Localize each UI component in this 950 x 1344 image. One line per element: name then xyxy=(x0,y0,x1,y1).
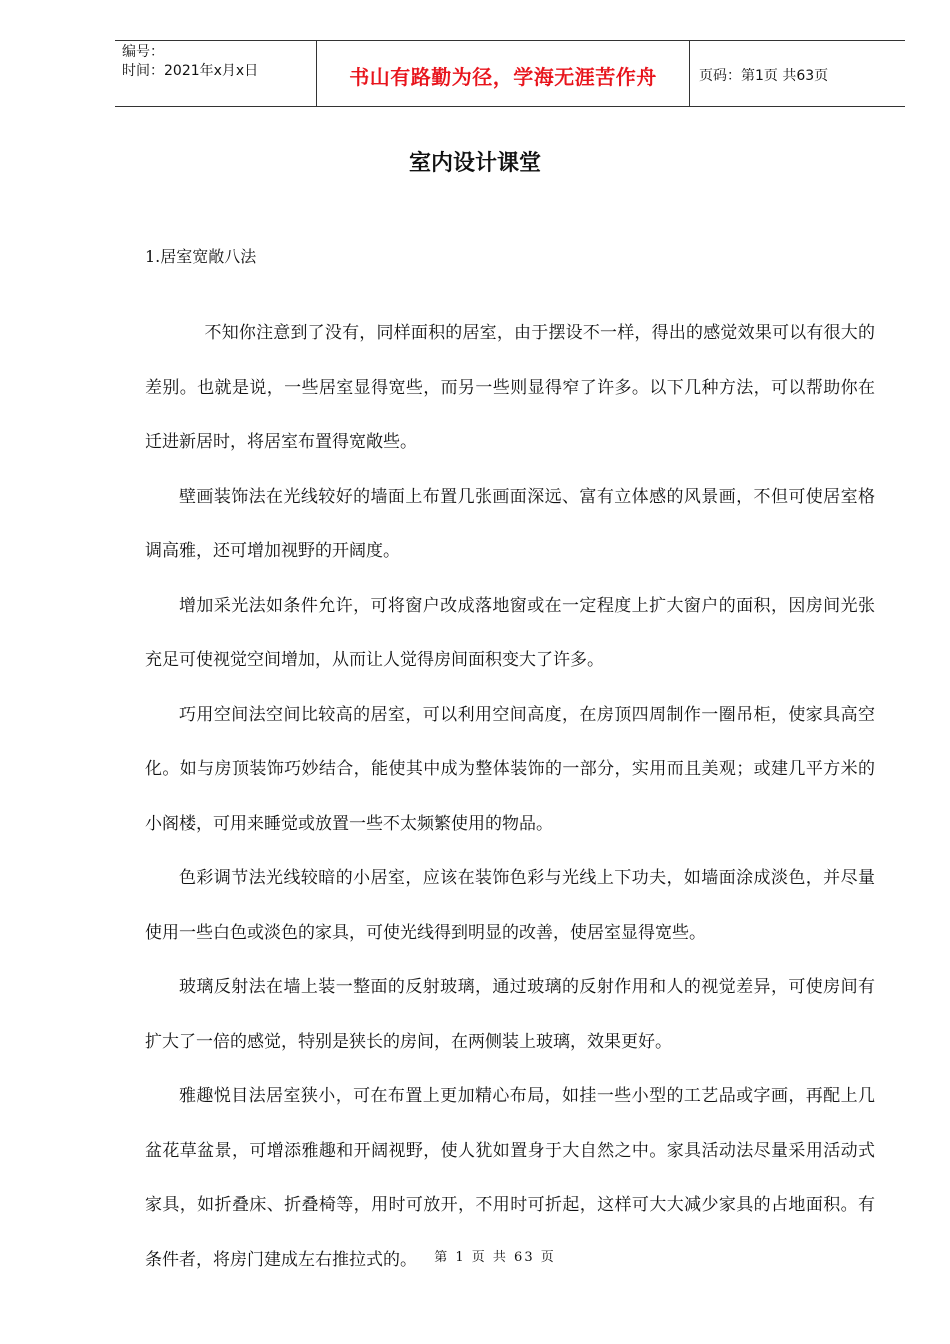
paragraph: 玻璃反射法在墙上装一整面的反射玻璃，通过玻璃的反射作用和人的视觉差异，可使房间有扩大了一倍的感觉，特别是狭长的房间，在两侧装上玻璃，效果更好。 xyxy=(145,977,875,1052)
paragraph: 壁画装饰法在光线较好的墙面上布置几张画面深远、富有立体感的风景画，不但可使居室格调高雅，还可增加视野的开阔度。 xyxy=(145,486,875,561)
page-footer: 第 1 页 共 63 页 xyxy=(434,1250,556,1265)
document-title: 室内设计课堂 xyxy=(408,151,541,176)
paragraph: 雅趣悦目法居室狭小，可在布置上更加精心布局，如挂一些小型的工艺品或字画，再配上几盆花草盆景，可增添雅趣和开阔视野，使人犹如置身于大自然之中。家具活动法尽量采用活动式家具，如折叠床、折叠椅等，用时可放开，不用时可折起，这样可大大减少家具的占地面积。有条件者，将房门建成左右推拉式的。 xyxy=(145,1086,875,1270)
time-label: 时间：2021年x月x日 xyxy=(122,63,259,79)
page-header xyxy=(115,40,905,107)
header-motto-cell xyxy=(316,41,690,106)
motto-text: 书山有路勤为径，学海无涯苦作舟 xyxy=(349,65,657,89)
document-body xyxy=(145,306,875,1287)
page-info-text: 页码：第1页 共63页 xyxy=(699,67,829,84)
serial-number-label: 编号： xyxy=(122,44,164,60)
section-heading: 1.居室宽敞八法 xyxy=(145,247,257,266)
paragraph: 不知你注意到了没有，同样面积的居室，由于摆设不一样，得出的感觉效果可以有很大的差别。也就是说，一些居室显得宽些，而另一些则显得窄了许多。以下几种方法，可以帮助你在迁进新居时，将居室布置得宽敞些。 xyxy=(145,323,875,452)
header-page-cell xyxy=(690,41,905,106)
paragraph: 色彩调节法光线较暗的小居室，应该在装饰色彩与光线上下功夫，如墙面涂成淡色，并尽量使用一些白色或淡色的家具，可使光线得到明显的改善，使居室显得宽些。 xyxy=(145,868,875,943)
header-meta-cell xyxy=(115,41,316,106)
paragraph: 巧用空间法空间比较高的居室，可以利用空间高度，在房顶四周制作一圈吊柜，使家具高空化。如与房顶装饰巧妙结合，能使其中成为整体装饰的一部分，实用而且美观；或建几平方米的小阁楼，可用来睡觉或放置一些不太频繁使用的物品。 xyxy=(145,704,875,834)
paragraph: 增加采光法如条件允许，可将窗户改成落地窗或在一定程度上扩大窗户的面积，因房间光张充足可使视觉空间增加，从而让人觉得房间面积变大了许多。 xyxy=(145,595,875,670)
